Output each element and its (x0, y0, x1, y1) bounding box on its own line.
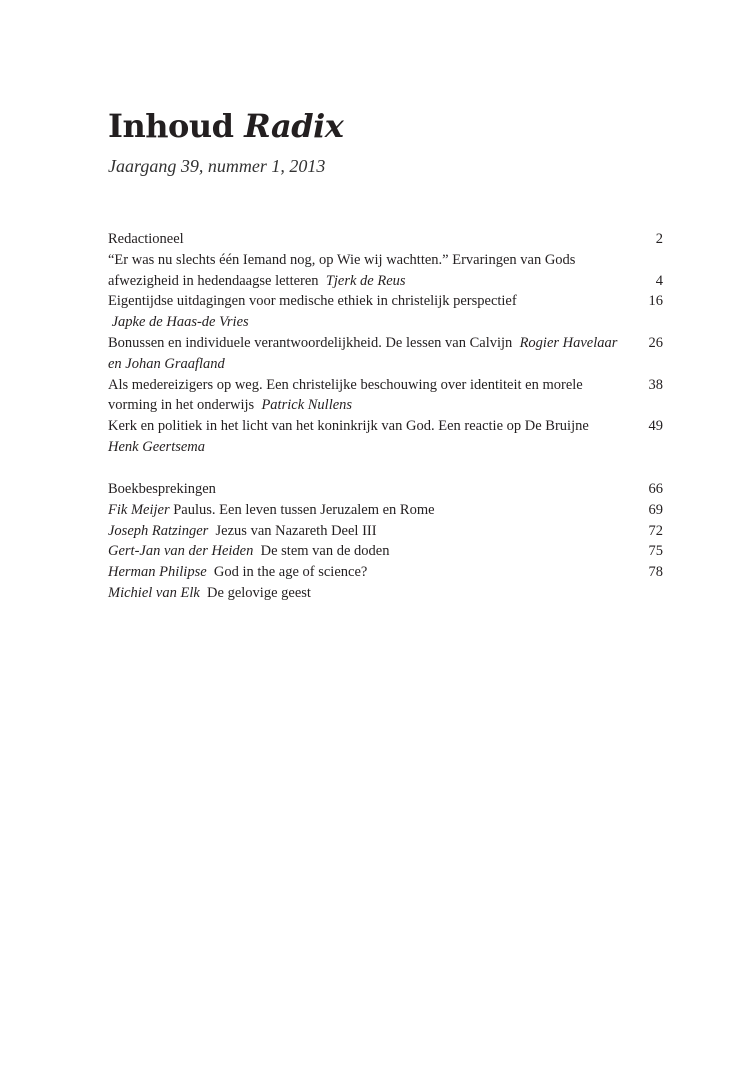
toc-entry-author: Rogier Havelaar (519, 334, 618, 351)
toc-entry-page: 2 (655, 231, 663, 247)
toc-entry-title-cont: afwezigheid in hedendaagse letteren (108, 272, 319, 289)
review-entry (108, 562, 663, 583)
review-title: God in the age of science? (213, 564, 368, 581)
toc-entry-title: Eigentijdse uitdagingen voor medische ethiek in christelijk perspectief (108, 293, 517, 310)
review-author: Gert-Jan van der Heiden (108, 543, 254, 560)
toc-entry-page: 26 (648, 334, 663, 351)
review-title: Jezus van Nazareth Deel III (215, 522, 377, 539)
review-page: 69 (648, 501, 663, 518)
toc-entry-title: Als medereizigers op weg. Een christelijke beschouwing over identiteit en morele (108, 376, 583, 393)
page-title (108, 106, 343, 146)
toc-entry-de-haas (108, 291, 663, 333)
book-reviews-heading: Boekbesprekingen (108, 481, 216, 497)
toc-entry-page: 16 (648, 293, 663, 310)
review-author: Herman Philipse (108, 564, 207, 581)
toc-entry-havelaar (108, 333, 663, 375)
review-entry (108, 541, 663, 562)
book-reviews-section (108, 479, 663, 604)
review-page: 75 (648, 543, 663, 560)
toc-entry-de-reus (108, 250, 663, 292)
toc-entry-title: Redactioneel (108, 231, 184, 247)
issue-subtitle: Jaargang 39, nummer 1, 2013 (108, 156, 326, 176)
toc-entry-page: 49 (648, 418, 663, 435)
review-title: De stem van de doden (260, 543, 390, 560)
toc-entry-author: Japke de Haas-de Vries (111, 314, 249, 331)
table-of-contents (108, 229, 663, 458)
book-reviews-page: 66 (648, 481, 663, 497)
toc-entry-title: Bonussen en individuele verantwoordelijkheid. De lessen van Calvijn (108, 334, 513, 351)
toc-entry-author: Tjerk de Reus (325, 272, 406, 289)
review-entry (108, 583, 663, 604)
review-title: Paulus. Een leven tussen Jeruzalem en Rome (173, 501, 435, 518)
toc-entry-author-cont: en Johan Graafland (108, 355, 225, 372)
toc-entry-title: “Er was nu slechts één Iemand nog, op Wie wij wachtten.” Ervaringen van Gods (108, 251, 576, 268)
review-author: Fik Meijer (108, 501, 170, 518)
toc-entry-title: Kerk en politiek in het licht van het koninkrijk van God. Een reactie op De Bruijne (108, 418, 589, 435)
toc-entry-author: Henk Geertsema (108, 438, 206, 455)
toc-entry-nullens (108, 375, 663, 417)
title-prefix: Inhoud (108, 107, 234, 145)
review-entry (108, 500, 663, 521)
toc-entry-page: 4 (655, 272, 663, 289)
toc-entry-author: Patrick Nullens (261, 397, 353, 414)
review-page: 72 (648, 522, 663, 539)
toc-entry-title-cont: vorming in het onderwijs (108, 397, 255, 414)
toc-entry-geertsema (108, 416, 663, 458)
review-page: 78 (648, 564, 663, 581)
toc-entry-page: 38 (648, 376, 663, 393)
book-reviews-heading-row (108, 479, 663, 500)
review-author: Michiel van Elk (108, 584, 200, 601)
review-entry (108, 521, 663, 542)
review-author: Joseph Ratzinger (108, 522, 209, 539)
review-title: De gelovige geest (207, 584, 311, 601)
toc-entry-redactioneel (108, 229, 663, 250)
journal-name: Radix (244, 107, 344, 145)
